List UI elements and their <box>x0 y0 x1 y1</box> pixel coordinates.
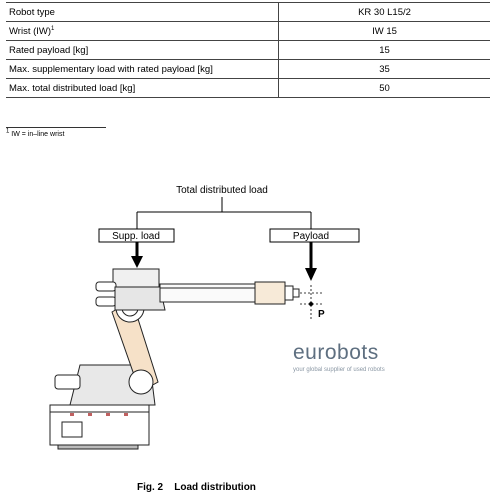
footnote-mark: 1 <box>6 128 10 135</box>
payload-arrow <box>305 242 317 281</box>
footnote-marker: 1 <box>51 25 55 32</box>
supp-load-label: Supp. load <box>112 231 160 242</box>
row-label: Rated payload [kg] <box>6 41 279 60</box>
robot-illustration <box>50 269 299 449</box>
total-load-label: Total distributed load <box>176 185 268 196</box>
table-row <box>6 79 490 98</box>
figure-number: Fig. 2 <box>137 482 164 493</box>
row-label: Wrist (IW) <box>9 25 52 37</box>
row-value: IW 15 <box>279 22 491 41</box>
payload-label: Payload <box>292 231 330 242</box>
row-value: KR 30 L15/2 <box>279 3 491 22</box>
footnote-text: IW = in–line wrist <box>11 131 65 138</box>
figure-title: Load distribution <box>174 482 256 493</box>
row-value: 50 <box>279 79 491 98</box>
row-label: Max. supplementary load with rated payload [kg] <box>6 60 279 79</box>
row-label: Max. total distributed load [kg] <box>6 79 279 98</box>
footnote <box>6 128 65 138</box>
table-row <box>6 41 490 60</box>
spec-table <box>6 2 490 98</box>
table-row <box>6 60 490 79</box>
watermark <box>293 341 403 373</box>
load-bracket <box>137 197 311 229</box>
footnote-divider <box>6 127 106 128</box>
supp-load-arrow <box>131 242 143 268</box>
row-label: Robot type <box>6 3 279 22</box>
table-row <box>6 22 490 41</box>
load-distribution-diagram <box>0 160 500 460</box>
table-row <box>6 3 490 22</box>
load-point <box>309 302 313 306</box>
watermark-brand: eurobots <box>293 341 379 364</box>
row-value: 15 <box>279 41 491 60</box>
watermark-tagline: your global supplier of used robots <box>293 367 385 373</box>
row-label-cell <box>6 22 279 41</box>
point-label: P <box>318 309 325 320</box>
figure-caption <box>137 482 256 493</box>
row-value: 35 <box>279 60 491 79</box>
